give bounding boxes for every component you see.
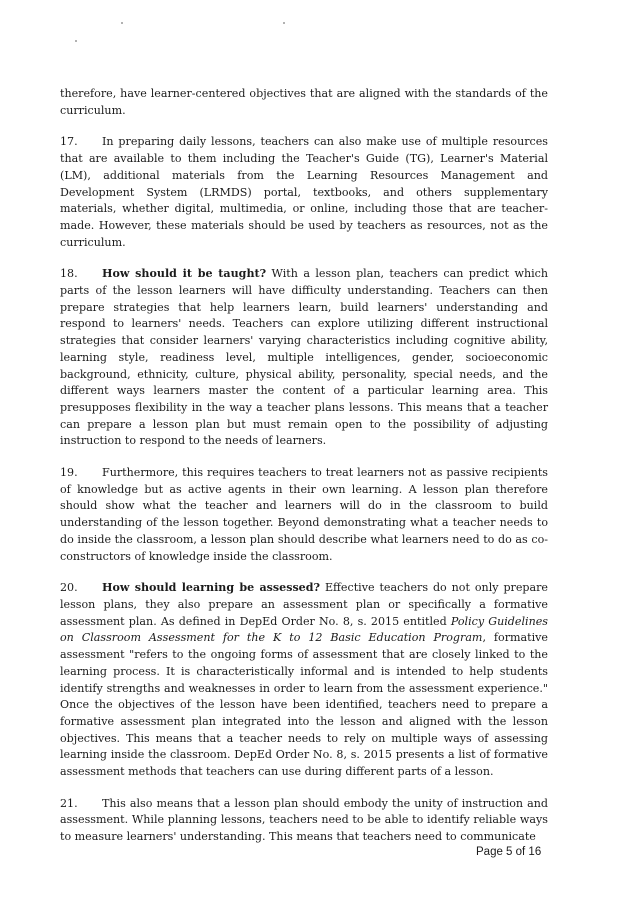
policy-title: Policy Guidelines on Classroom Assessment for the K to 12 Basic Education Program [60,614,548,645]
paragraph-number: 20. [60,581,78,595]
paragraph-number: 19. [60,466,78,480]
paragraph-number: 18. [60,267,78,281]
paragraph-text: In preparing daily lessons, teachers can also make use of multiple resources that are available to them including the Teacher's Guide (TG), Learner's Material (LM), additional materials from the Learning Resources Management and Development System (LRMDS) portal, textbooks, and others supplementary materials, whether digital, multimedia, or online, including those that are teacher-made. However, these materials should be used by teachers as resources, not as the curriculum. [60,135,548,249]
paragraph-text: Furthermore, this requires teachers to treat learners not as passive recipients of knowledge but as active agents in their own learning. A lesson plan therefore should show what the teacher and learners will do in the classroom to build understanding of the lesson together. Beyond demonstrating what a teacher needs to do inside the classroom, a lesson plan should describe what learners need to do as co-constructors of knowledge inside the classroom. [60,466,548,563]
paragraph-20 [60,580,548,780]
continuation-paragraph: therefore, have learner-centered objectives that are aligned with the standards of the curriculum. [60,87,548,117]
paragraph-text: Effective teachers do not only prepare lesson plans, they also prepare an assessment plan or specifically a formative assessment plan. As defined in DepEd Order No. 8, s. 2015 entitled [60,581,548,628]
paragraph-17 [60,134,548,251]
scan-speck [121,22,123,24]
document-body [60,86,548,861]
scan-speck [75,40,77,42]
scan-speck [283,22,285,24]
paragraph-heading: How should it be taught? [102,267,267,281]
page-number: Page 5 of 16 [476,846,542,858]
paragraph-21 [60,796,548,846]
paragraph-heading: How should learning be assessed? [102,581,321,595]
paragraph-text: This also means that a lesson plan should embody the unity of instruction and assessment. While planning lessons, teachers need to be able to identify reliable ways to measure learners' understanding. This means that teachers need to communicate [60,796,548,844]
paragraph-number: 17. [60,135,78,149]
paragraph-text-continued: , formative assessment "refers to the ongoing forms of assessment that are closely linked to the learning process. It is characteristically informal and is intended to help students identify strengths and weaknesses in order to learn from the assessment experience." Once the objectives of the lesson have been identified, teachers need to prepare a formative assessment plan integrated into the lesson and aligned with the lesson objectives. This means that a teacher needs to rely on multiple ways of assessing learning inside the classroom. DepEd Order No. 8, s. 2015 presents a list of formative assessment methods that teachers can use during different parts of a lesson. [60,631,548,779]
paragraph-18 [60,266,548,450]
paragraph-number: 21. [60,796,78,810]
paragraph-text: With a lesson plan, teachers can predict which parts of the lesson learners will have difficulty understanding. Teachers can then prepare strategies that help learners learn, build learners' understanding and respond to learners' needs. Teachers can explore utilizing different instructional strategies that consider learners' varying characteristics including cognitive ability, learning style, readiness level, multiple intelligences, gender, socioeconomic background, ethnicity, culture, physical ability, personality, special needs, and the different ways learners master the content of a particular learning area. This presupposes flexibility in the way a teacher plans lessons. This means that a teacher can prepare a lesson plan but must remain open to the possibility of adjusting instruction to respond to the needs of learners. [60,267,549,448]
paragraph-19 [60,465,548,565]
